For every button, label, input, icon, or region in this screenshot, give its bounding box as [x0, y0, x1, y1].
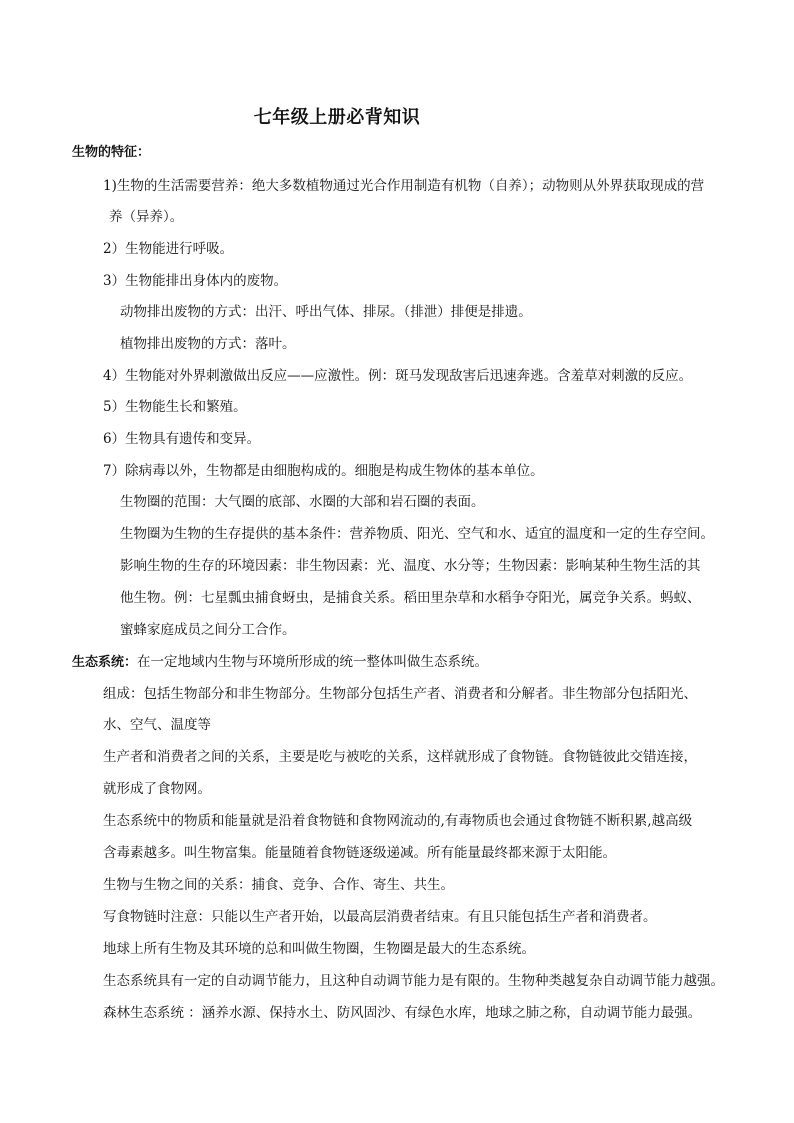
feature-3-animals: 动物排出废物的方式：出汗、呼出气体、排尿。（排泄）排便是排遗。 — [120, 304, 532, 320]
section-heading-features: 生物的特征： — [72, 145, 151, 160]
biosphere-conditions: 生物圈为生物的生存提供的基本条件：营养物质、阳光、空气和水、适宜的温度和一定的生存空间。 — [120, 526, 714, 542]
ecosystem-composition-line-1: 组成：包括生物部分和非生物部分。生物部分包括生产者、消费者和分解者。非生物部分包括阳光、 — [103, 686, 697, 702]
energy-flow-line-2: 含毒素越多。叫生物富集。能量随着食物链逐级递减。所有能量最终都来源于太阳能。 — [103, 845, 616, 861]
self-regulation: 生态系统具有一定的自动调节能力，且这种自动调节能力是有限的。生物种类越复杂自动调节能力越强。 — [103, 973, 724, 989]
food-chain-writing-note: 写食物链时注意：只能以生产者开始，以最高层消费者结束。有且只能包括生产者和消费者。 — [103, 909, 657, 925]
environment-factors-line-2: 他生物。例：七星瓢虫捕食蚜虫，是捕食关系。稻田里杂草和水稻争夺阳光，属竞争关系。蚂蚁、 — [120, 590, 701, 606]
feature-4: 4）生物能对外界刺激做出反应——应激性。例：斑马发现敌害后迅速奔逃。含羞草对刺激的反应。 — [103, 368, 693, 384]
biosphere-range: 生物圈的范围：大气圈的底部、水圈的大部和岩石圈的表面。 — [120, 494, 485, 510]
feature-5: 5）生物能生长和繁殖。 — [103, 399, 247, 415]
environment-factors-line-3: 蜜蜂家庭成员之间分工合作。 — [120, 622, 296, 638]
ecosystem-definition-text: 在一定地域内生物与环境所形成的统一整体叫做生态系统。 — [137, 654, 489, 670]
energy-flow-line-1: 生态系统中的物质和能量就是沿着食物链和食物网流动的,有毒物质也会通过食物链不断积累,越高级 — [103, 813, 693, 829]
page-title: 七年级上册必背知识 — [253, 107, 421, 128]
biological-relations: 生物与生物之间的关系：捕食、竞争、合作、寄生、共生。 — [103, 877, 454, 893]
feature-7: 7）除病毒以外，生物都是由细胞构成的。细胞是构成生物体的基本单位。 — [103, 463, 544, 479]
feature-3: 3）生物能排出身体内的废物。 — [103, 273, 288, 289]
section-heading-ecosystem: 生态系统： — [72, 655, 138, 670]
forest-ecosystem: 森林生态系统 ：涵养水源、保持水土、防风固沙、有绿色水库，地球之肺之称，自动调节能力最强。 — [103, 1005, 702, 1021]
feature-6: 6）生物具有遗传和变异。 — [103, 431, 261, 447]
food-chain-line-2: 就形成了食物网。 — [103, 781, 211, 797]
ecosystem-composition-line-2: 水、空气、温度等 — [103, 717, 211, 733]
food-chain-line-1: 生产者和消费者之间的关系，主要是吃与被吃的关系，这样就形成了食物链。食物链彼此交错连接， — [103, 749, 697, 765]
feature-1-line-2: 养（异养）。 — [109, 209, 184, 225]
feature-2: 2）生物能进行呼吸。 — [103, 241, 234, 257]
environment-factors-line-1: 影响生物的生存的环境因素：非生物因素：光、温度、水分等；生物因素：影响某种生物生活的其 — [120, 558, 701, 574]
ecosystem-definition — [72, 652, 488, 673]
feature-1-line-1: 1)生物的生活需要营养：绝大多数植物通过光合作用制造有机物（自养）；动物则从外界获取现成的营 — [103, 178, 705, 194]
biosphere-definition: 地球上所有生物及其环境的总和叫做生物圈，生物圈是最大的生态系统。 — [103, 941, 535, 957]
feature-3-plants: 植物排出废物的方式：落叶。 — [120, 336, 296, 352]
